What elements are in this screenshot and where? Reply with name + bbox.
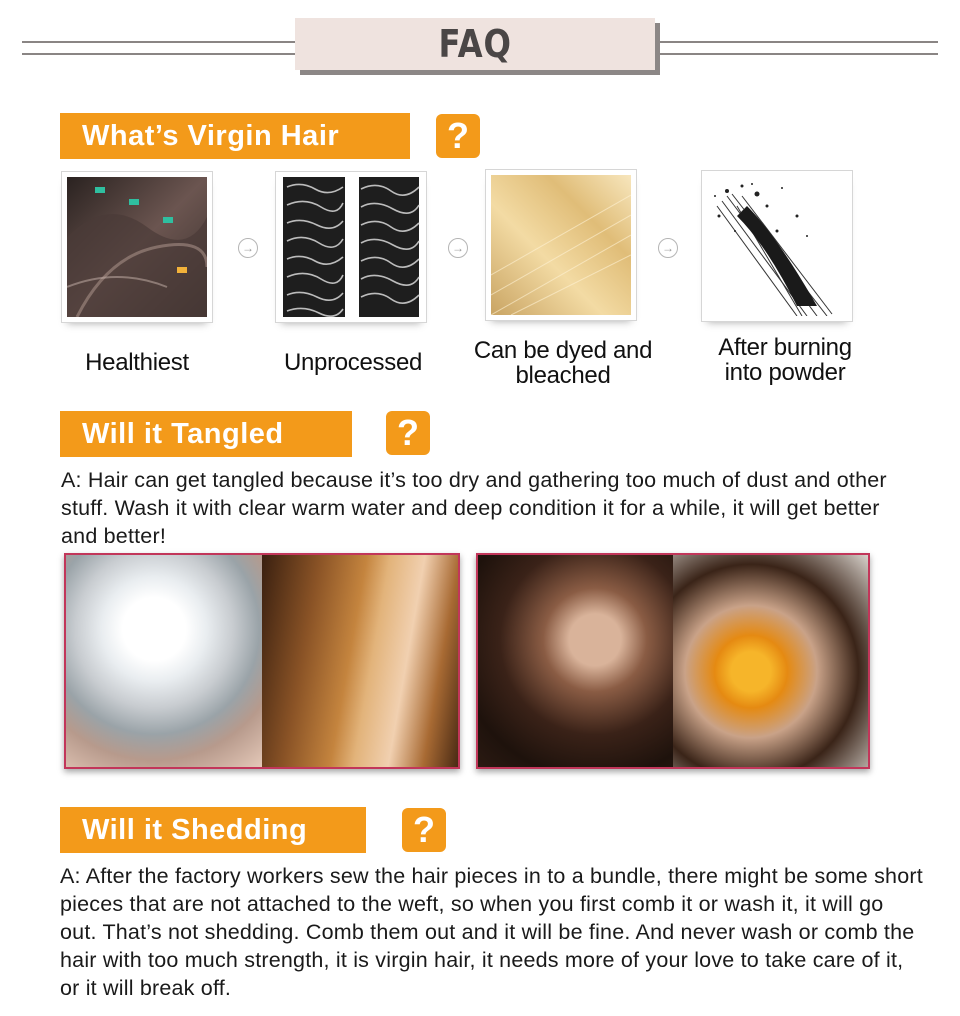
caption-burning-powder: After burning into powder <box>718 334 852 386</box>
question-icon: ? <box>386 411 430 455</box>
hair-cuticle-image <box>275 171 427 323</box>
blonde-hair-graphic <box>491 175 631 315</box>
hair-bundles-graphic <box>67 177 207 317</box>
page-title: FAQ <box>438 22 512 66</box>
question-icon: ? <box>436 114 480 158</box>
curly-hair-photo <box>478 555 673 767</box>
blonde-hair-image <box>485 169 637 321</box>
tangled-answer: A: Hair can get tangled because it’s too dry and gathering too much of dust and other stuff. Wash it with clear warm water and deep condition it for a while, it will get better and better! <box>61 468 887 548</box>
section-header-virgin-hair <box>60 113 410 159</box>
caption-healthiest: Healthiest <box>85 349 189 376</box>
section-header-tangled <box>60 411 352 457</box>
hair-washing-photo <box>66 555 262 767</box>
question-icon: ? <box>402 808 446 852</box>
burnt-hair-graphic <box>707 176 847 316</box>
section-header-shedding <box>60 807 366 853</box>
arrow-right-icon: → <box>448 238 468 258</box>
hair-cuticle-graphic <box>281 177 421 317</box>
section-title: Will it Tangled <box>82 417 284 450</box>
hair-oil-treatment-photo <box>476 553 870 769</box>
arrow-right-icon: → <box>238 238 258 258</box>
section-title: What’s Virgin Hair <box>82 119 340 152</box>
hair-combing-photo <box>262 555 458 767</box>
faq-title-box <box>295 18 655 70</box>
caption-dyed-bleached: Can be dyed and bleached <box>473 337 653 389</box>
arrow-right-icon: → <box>658 238 678 258</box>
washing-and-combing-hair-photo <box>64 553 460 769</box>
caption-unprocessed: Unprocessed <box>283 349 423 376</box>
oil-bottle-photo <box>673 555 868 767</box>
burnt-hair-powder-image <box>701 170 853 322</box>
shedding-answer: A: After the factory workers sew the hair pieces in to a bundle, there might be some short pieces that are not attached to the weft, so when you first comb it or wash it, it will go out. That’s not shedding. Comb them out and it will be fine. And never wash or comb the hair with too much strength, it is virgin hair, it needs more of your love to take care of it, or it will break off. <box>60 864 923 1000</box>
section-title: Will it Shedding <box>82 813 308 846</box>
hair-bundles-image <box>61 171 213 323</box>
